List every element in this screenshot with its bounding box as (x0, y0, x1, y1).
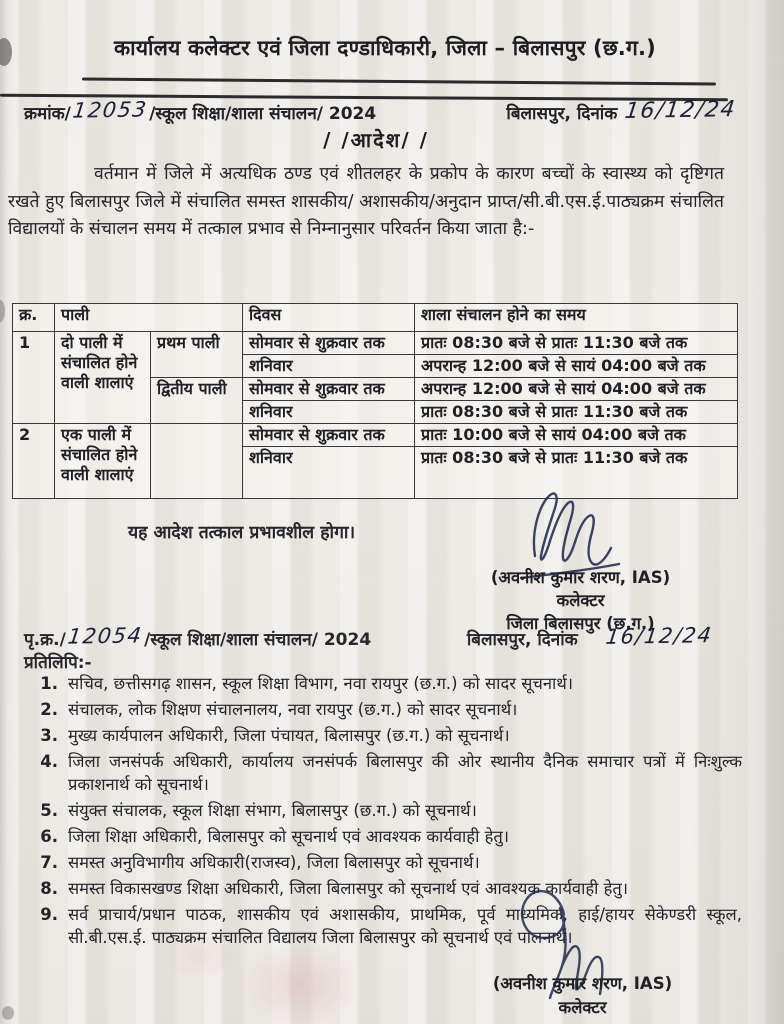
ref-suffix: /स्कूल शिक्षा/शाला संचालन/ 2024 (149, 104, 377, 124)
cell-day: शनिवार (243, 355, 415, 378)
reference-number (24, 97, 377, 124)
copy-to-label: प्रतिलिपि:- (24, 653, 92, 673)
header-time: शाला संचालन होने का समय (415, 304, 738, 332)
cell-day: शनिवार (243, 447, 415, 499)
header-day: दिवस (243, 304, 415, 332)
endorsement-date-handwritten: 16/12/24 (604, 623, 714, 649)
cell-shift-1: प्रथम पाली (151, 332, 243, 378)
item-text: मुख्य कार्यपालन अधिकारी, जिला पंचायत, बिलासपुर (छ.ग.) को सूचनार्थ। (68, 726, 510, 745)
item-number: 7. (40, 853, 58, 872)
cell-time: प्रातः 08:30 बजे से प्रातः 11:30 बजे तक (415, 447, 738, 499)
signatory-district: जिला बिलासपुर (छ.ग.) (506, 614, 655, 633)
reference-row (24, 97, 738, 125)
item-text: समस्त अनुविभागीय अधिकारी(राजस्व), जिला बिलासपुर को सूचनार्थ। (68, 853, 480, 872)
place-and-date (506, 97, 738, 125)
item-text: सचिव, छत्तीसगढ़ शासन, स्कूल शिक्षा विभाग, नवा रायपुर (छ.ग.) को सादर सूचनार्थ। (68, 674, 574, 693)
list-item (36, 903, 742, 949)
signatory-block-bottom (470, 972, 695, 1020)
item-number: 9. (40, 905, 58, 924)
copy-distribution-list (36, 672, 742, 952)
item-text: समस्त विकासखण्ड शिक्षा अधिकारी, जिला बिलासपुर को सूचनार्थ एवं आवश्यक कार्यवाही हेतु। (68, 879, 629, 898)
ref-number-handwritten: 12053 (71, 97, 149, 123)
scan-smudge (0, 38, 12, 66)
endorsement-number (24, 623, 372, 650)
list-item (36, 724, 742, 747)
item-number: 1. (40, 674, 58, 693)
list-item (36, 799, 742, 822)
item-number: 8. (40, 879, 58, 898)
table-header-row (13, 304, 738, 332)
signatory-designation: कलेक्टर (556, 591, 605, 610)
cell-category-2: एक पाली में संचालित होने वाली शालाएं (55, 424, 151, 499)
cell-day: सोमवार से शुक्रवार तक (243, 424, 415, 447)
list-item (36, 698, 742, 721)
endorsement-suffix: /स्कूल शिक्षा/शाला संचालन/ 2024 (144, 630, 372, 650)
order-body-paragraph: वर्तमान में जिले में अत्यधिक ठण्ड एवं शीतलहर के प्रकोप के कारण बच्चों के स्वास्थ्य को दृष्टिगत रखते हुए बिलासपुर जिले में संचालित समस्त शासकीय/ अशासकीय/अनुदान प्राप्त/सी.बी.एस.ई.पाठ्यक्रम संचालित विद्यालयों के संचालन समय में तत्काल प्रभाव से निम्नानुसार परिवर्तन किया जाता है:- (8, 164, 724, 239)
item-number: 6. (40, 827, 58, 846)
cell-time: प्रातः 08:30 बजे से प्रातः 11:30 बजे तक (415, 332, 738, 355)
table-row (13, 424, 738, 447)
endorsement-prefix: पृ.क्र./ (24, 630, 66, 650)
cell-shift-empty (151, 424, 243, 499)
item-text: जिला जनसंपर्क अधिकारी, कार्यालय जनसंपर्क बिलासपुर की ओर स्थानीय दैनिक समाचार पत्रों में निःशुल्क प्रकाशनार्थ को सूचनार्थ। (68, 752, 742, 794)
list-item (36, 750, 742, 796)
cell-shift-2: द्वितीय पाली (151, 378, 243, 424)
cell-category-1: दो पाली में संचालित होने वाली शालाएं (55, 332, 151, 424)
signatory-designation: कलेक्टर (558, 998, 607, 1017)
cell-day: सोमवार से शुक्रवार तक (243, 378, 415, 401)
endorsement-place-label: बिलासपुर, दिनांक (466, 630, 578, 650)
item-number: 2. (40, 700, 58, 719)
title-underline (82, 78, 716, 86)
scan-smudge (2, 1006, 14, 1020)
item-number: 3. (40, 726, 58, 745)
place-date-label: बिलासपुर, दिनांक (506, 104, 618, 124)
list-item (36, 851, 742, 874)
item-number: 5. (40, 801, 58, 820)
signatory-name: (अवनीश कुमार शरण, IAS) (492, 974, 673, 993)
endorsement-number-handwritten: 12054 (66, 623, 144, 649)
item-text: संयुक्त संचालक, स्कूल शिक्षा संभाग, बिलासपुर (छ.ग.) को सूचनार्थ। (68, 801, 477, 820)
table-row (13, 332, 738, 355)
cell-day: सोमवार से शुक्रवार तक (243, 332, 415, 355)
cell-sr-1: 1 (13, 332, 55, 424)
list-item (36, 825, 742, 848)
item-text: सर्व प्राचार्य/प्रधान पाठक, शासकीय एवं अशासकीय, प्राथमिक, पूर्व माध्यमिक, हाई/हायर सेकेण्डरी स्कूल, सी.बी.एस.ई. पाठ्यक्रम संचालित विद्यालय जिला बिलासपुर को सूचनार्थ एवं पालनार्थ। (68, 905, 742, 947)
cell-day: शनिवार (243, 401, 415, 424)
date-handwritten: 16/12/24 (623, 97, 738, 124)
office-title: कार्यालय कलेक्टर एवं जिला दण्डाधिकारी, जिला – बिलासपुर (छ.ग.) (114, 36, 656, 60)
scan-smudge (0, 300, 5, 322)
list-item (36, 672, 742, 695)
school-timing-table (12, 303, 738, 499)
header-shift: पाली (55, 304, 243, 332)
item-text: जिला शिक्षा अधिकारी, बिलासपुर को सूचनार्थ एवं आवश्यक कार्यवाही हेतु। (68, 827, 510, 846)
cell-time: प्रातः 08:30 बजे से प्रातः 11:30 बजे तक (415, 401, 738, 424)
signatory-name: (अवनीश कुमार शरण, IAS) (490, 568, 671, 587)
ref-prefix: क्रमांक/ (24, 104, 71, 124)
cell-time: अपरान्ह 12:00 बजे से सायं 04:00 बजे तक (415, 378, 738, 401)
list-item (36, 877, 742, 900)
order-heading: / /आदेश/ / (323, 128, 429, 152)
effect-statement: यह आदेश तत्काल प्रभावशील होगा। (128, 523, 356, 543)
item-number: 4. (40, 752, 58, 771)
cell-time: प्रातः 10:00 बजे से सायं 04:00 बजे तक (415, 424, 738, 447)
item-text: संचालक, लोक शिक्षण संचालनालय, नवा रायपुर (छ.ग.) को सादर सूचनार्थ। (68, 700, 518, 719)
cell-time: अपरान्ह 12:00 बजे से सायं 04:00 बजे तक (415, 355, 738, 378)
header-sr: क्र. (13, 304, 55, 332)
cell-sr-2: 2 (13, 424, 55, 499)
